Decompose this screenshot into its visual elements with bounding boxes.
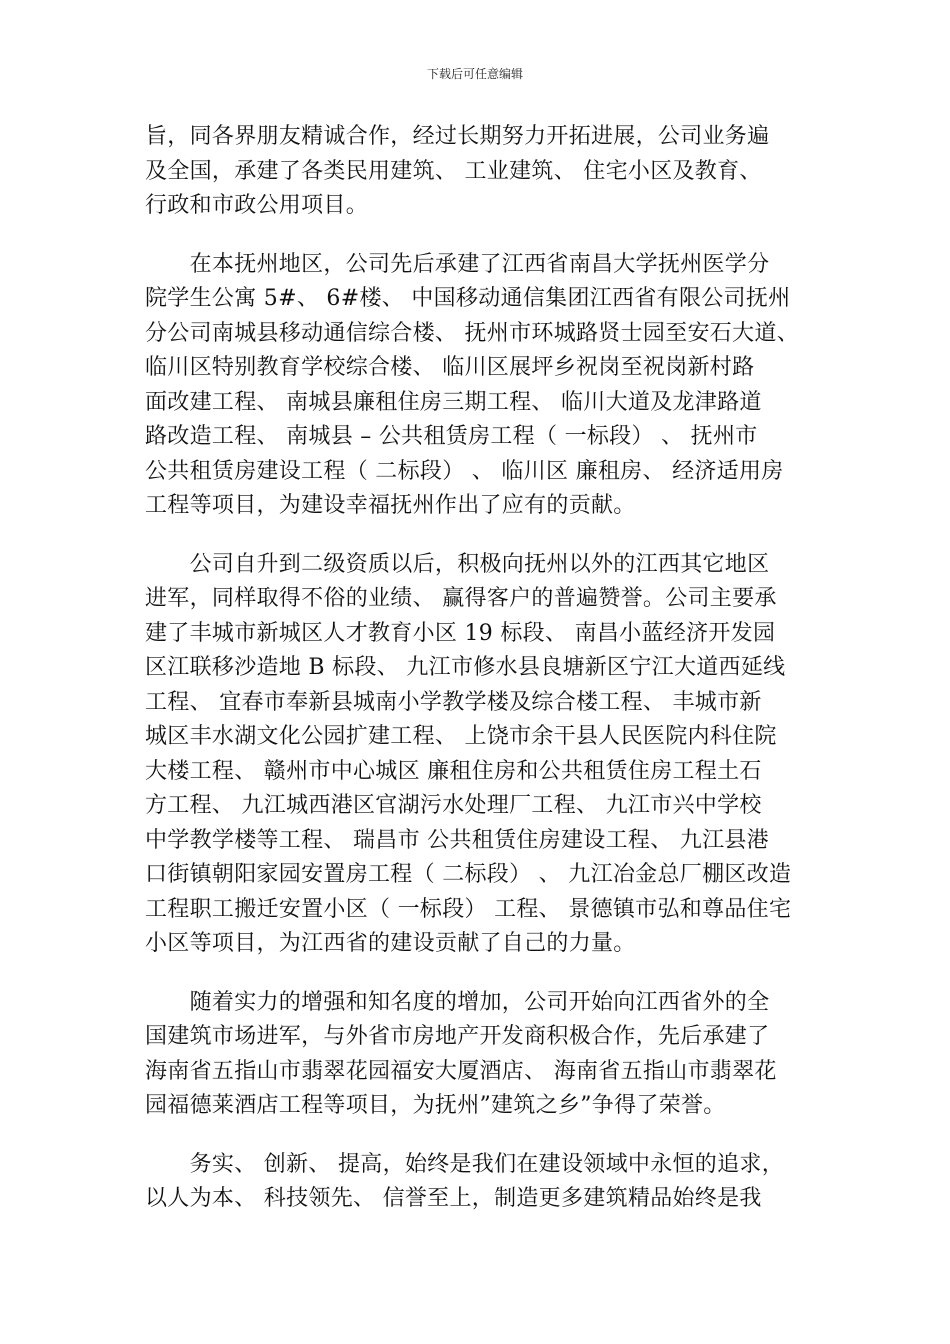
text-line: 口街镇朝阳家园安置房工程（ 二标段） 、 九江冶金总厂棚区改造 — [145, 862, 792, 887]
text-line: 公共租赁房建设工程（ 二标段） 、 临川区 廉租房、 经济适用房 — [145, 458, 784, 484]
text-line: 旨，同各界朋友精诚合作，经过长期努力开拓进展，公司业务遍 — [145, 124, 770, 149]
text-line: 城区丰水湖文化公园扩建工程、 上饶市余干县人民医院内科住院 — [145, 724, 777, 749]
text-line: 区江联移沙造地 B 标段、 九江市修水县良塘新区宁江大道西延线 — [145, 655, 786, 680]
paragraph — [145, 1148, 810, 1217]
text-line: 国建筑市场进军，与外省市房地产开发商积极合作，先后承建了 — [145, 1024, 770, 1049]
document-body — [145, 120, 810, 1241]
text-line: 及全国，承建了各类民用建筑、 工业建筑、 住宅小区及教育、 — [145, 158, 762, 184]
text-line: 以人为本、 科技领先、 信誉至上，制造更多建筑精品始终是我 — [145, 1186, 762, 1211]
text-line: 临川区特别教育学校综合楼、 临川区展坪乡祝岗至祝岗新村路 — [145, 355, 755, 380]
paragraph — [145, 548, 810, 962]
text-line: 面改建工程、 南城县廉租住房三期工程、 临川大道及龙津路道 — [145, 389, 762, 415]
text-line: 建了丰城市新城区人才教育小区 19 标段、 南昌小蓝经济开发园 — [145, 620, 776, 646]
text-line: 大楼工程、 赣州市中心城区 廉租住房和公共租赁住房工程土石 — [145, 758, 762, 784]
text-line: 小区等项目，为江西省的建设贡献了自己的力量。 — [145, 931, 636, 956]
page-header: 下载后可任意编辑 — [426, 67, 523, 81]
text-line: 工程、 宜春市奉新县城南小学教学楼及综合楼工程、 丰城市新 — [145, 689, 762, 715]
text-line: 分公司南城县移动通信综合楼、 抚州市环城路贤士园至安石大道、 — [145, 320, 799, 346]
paragraph — [145, 986, 810, 1124]
text-line: 在本抚州地区，公司先后承建了江西省南昌大学抚州医学分 — [145, 251, 770, 277]
text-line: 中学教学楼等工程、 瑞昌市 公共租赁住房建设工程、 九江县港 — [145, 827, 769, 853]
text-line: 路改造工程、 南城县 – 公共租赁房工程（ 一标段） 、 抚州市 — [145, 424, 758, 449]
text-line: 行政和市政公用项目。 — [145, 193, 369, 218]
text-line: 园福德莱酒店工程等项目，为抚州”建筑之乡”争得了荣誉。 — [145, 1093, 726, 1118]
paragraph — [145, 248, 810, 524]
text-line: 海南省五指山市翡翠花园福安大厦酒店、 海南省五指山市翡翠花 — [145, 1058, 777, 1084]
text-line: 进军，同样取得不俗的业绩、 赢得客户的普遍赞誉。公司主要承 — [145, 586, 777, 611]
text-line: 工程等项目，为建设幸福抚州作出了应有的贡献。 — [145, 493, 636, 518]
text-line: 公司自升到二级资质以后，积极向抚州以外的江西其它地区 — [145, 551, 770, 577]
text-line: 方工程、 九江城西港区官湖污水处理厂工程、 九江市兴中学校 — [145, 793, 762, 818]
text-line: 随着实力的增强和知名度的增加，公司开始向江西省外的全 — [145, 989, 770, 1015]
paragraph — [145, 120, 810, 224]
text-line: 工程职工搬迁安置小区（ 一标段） 工程、 景德镇市弘和尊品住宅 — [145, 896, 792, 922]
text-line: 务实、 创新、 提高，始终是我们在建设领域中永恒的追求， — [145, 1151, 784, 1177]
text-line: 院学生公寓 5#、 6#楼、 中国移动通信集团江西省有限公司抚州 — [145, 286, 791, 311]
